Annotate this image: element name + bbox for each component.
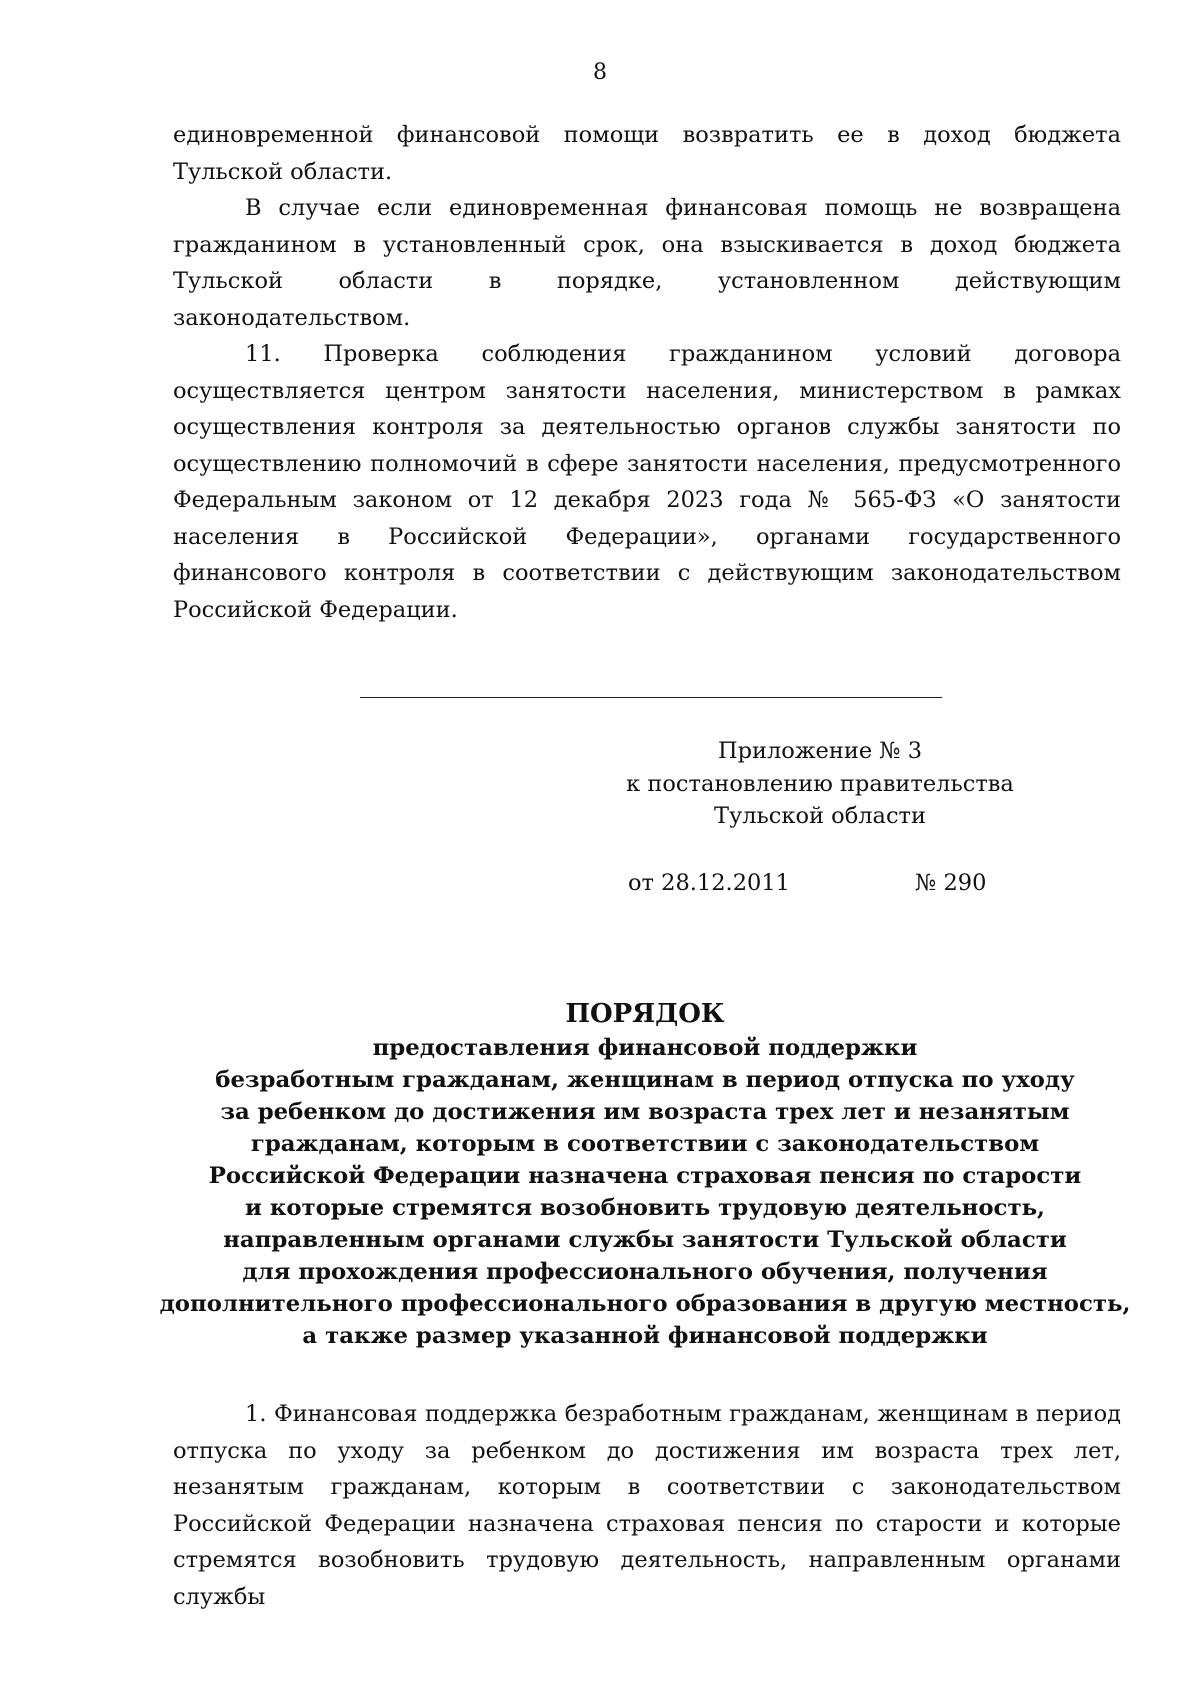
title-line: для прохождения профессионального обучения, получения [242,1259,1048,1285]
title-line: и которые стремятся возобновить трудовую деятельность, [245,1195,1045,1221]
appendix-number: Приложение № 3 [717,738,923,764]
page-number: 8 [593,60,607,85]
appendix-header [620,735,1020,833]
resolution-number: № 290 [915,870,987,896]
paragraph-continuation: единовременной финансовой помощи возвратить ее в доход бюджета Тульской области. [173,122,1121,185]
paragraph-item-11: 11. Проверка соблюдения гражданином условий договора осуществляется центром занятости населения, министерством в рамках осуществления контроля за деятельностью органов службы занятости по осуществлению полномочий в сфере занятости населения, предусмотренного Федеральным законом от 12 декабря 2023 года № 565-ФЗ «О занятости населения в Российской Федерации», органами государственного финансового контроля в соответствии с действующим законодательством Российской Федерации. [173,341,1121,623]
document-body-bottom [173,1396,1121,1615]
appendix-region: Тульской области [714,803,926,829]
title-line: гражданам, которым в соответствии с законодательством [250,1131,1040,1157]
title-line: Российской Федерации назначена страховая пенсия по старости [208,1163,1082,1189]
title-line: дополнительного профессионального образования в другую местность, [159,1291,1131,1317]
title-line: направленным органами службы занятости Тульской области [223,1227,1067,1253]
title-line: безработным гражданам, женщинам в период отпуска по уходу [215,1067,1075,1093]
appendix-reference: к постановлению правительства [626,770,1014,797]
title-line: а также размер указанной финансовой поддержки [302,1323,988,1349]
resolution-date: от 28.12.2011 [628,870,790,896]
section-separator-line [360,697,942,698]
title-heading: ПОРЯДОК [565,999,725,1029]
document-body-top [173,117,1121,628]
title-line: за ребенком до достижения им возраста трех лет и незанятым [220,1099,1070,1125]
title-line: предоставления финансовой поддержки [372,1035,918,1061]
paragraph-refund-recovery: В случае если единовременная финансовая помощь не возвращена гражданином в установленный срок, она взыскивается в доход бюджета Тульской области в порядке, установленном действующим законодательством. [173,195,1121,331]
paragraph-item-1: 1. Финансовая поддержка безработным гражданам, женщинам в период отпуска по уходу за ребенком до достижения им возраста трех лет, незанятым гражданам, которым в соответствии с законодательством Российской Федерации назначена страховая пенсия по старости и которые стремятся возобновить трудовую деятельность, направленным органами службы [173,1401,1121,1610]
document-title [150,996,1140,1352]
